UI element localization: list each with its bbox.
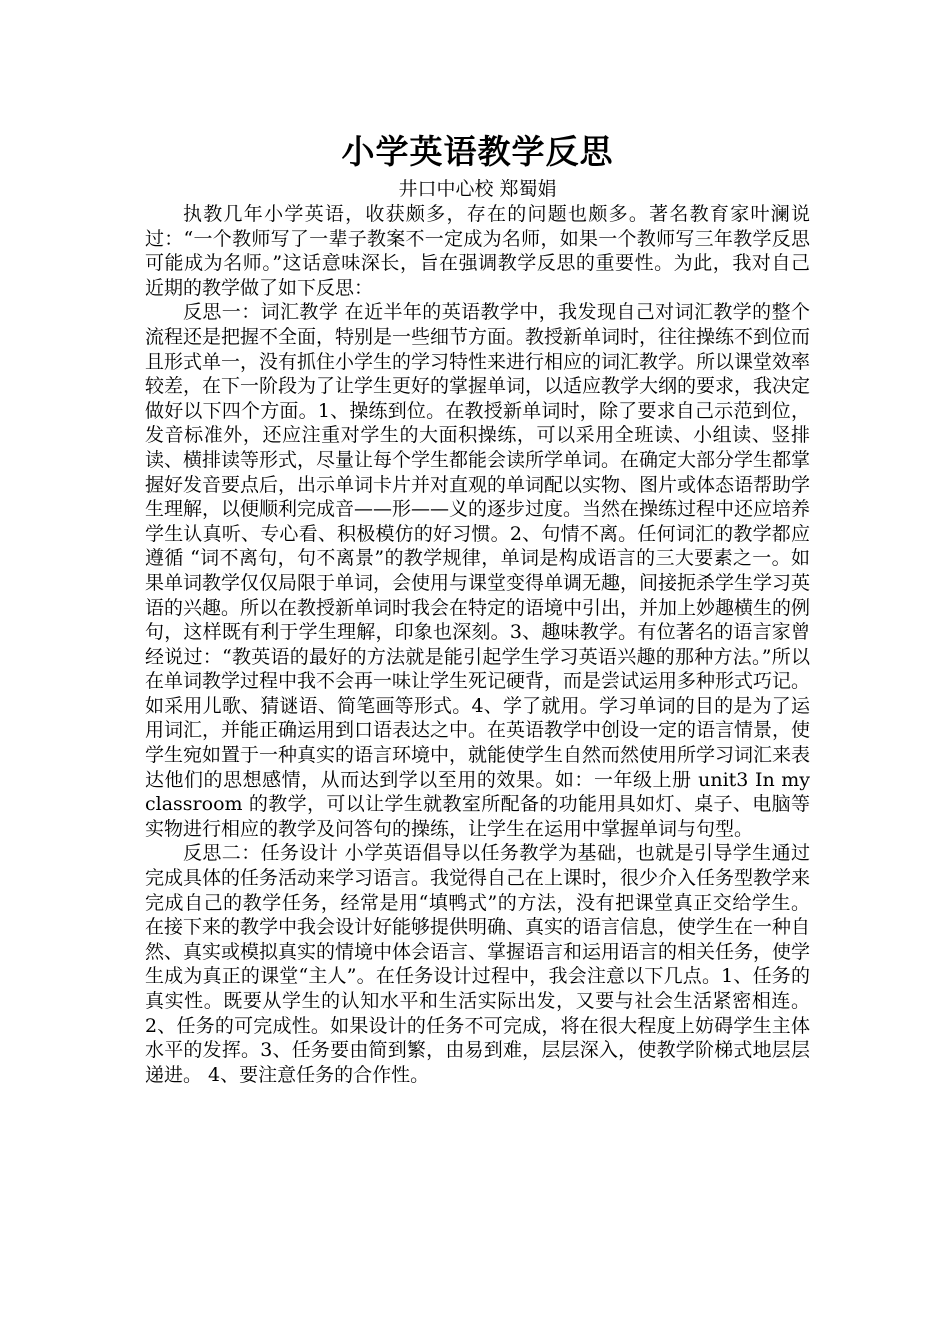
author-byline: 井口中心校 郑蜀娟 — [398, 178, 557, 200]
paragraph-reflection-task-design: 反思二：任务设计 小学英语倡导以任务教学为基础，也就是引导学生通过完成具体的任务活动来学习语言。我觉得自己在上课时，很少介入任务型教学来完成自己的教学任务，经常是用“填鸭式”的方法，没有把课堂真正交给学生。在接下来的教学中我会设计好能够提供明确、真实的语言信息，使学生在一种自然、真实或模拟真实的情境中体会语言、掌握语言和运用语言的相关任务，使学生成为真正的课堂“主人”。在任务设计过程中，我会注意以下几点。1、任务的真实性。既要从学生的认知水平和生活实际出发，又要与社会生活紧密相连。2、任务的可完成性。如果设计的任务不可完成，将在很大程度上妨碍学生主体水平的发挥。3、任务要由简到繁，由易到难，层层深入，使教学阶梯式地层层递进。 4、要注意任务的合作性。 — [145, 842, 811, 1086]
document-body — [145, 128, 810, 1087]
paragraph-reflection-vocabulary: 反思一：词汇教学 在近半年的英语教学中，我发现自己对词汇教学的整个流程还是把握不全面，特别是一些细节方面。教授新单词时，往往操练不到位而且形式单一，没有抓住小学生的学习特性来进行相应的词汇教学。所以课堂效率较差，在下一阶段为了让学生更好的掌握单词，以适应教学大纲的要求，我决定做好以下四个方面。1、操练到位。在教授新单词时，除了要求自己示范到位，发音标准外，还应注重对学生的大面积操练，可以采用全班读、小组读、竖排读、横排读等形式，尽量让每个学生都能会读所学单词。在确定大部分学生都掌握好发音要点后，出示单词卡片并对直观的单词配以实物、图片或体态语帮助学生理解，以便顺利完成音——形——义的逐步过度。当然在操练过程中还应培养学生认真听、专心看、积极模仿的好习惯。2、句情不离。任何词汇的教学都应遵循 “词不离句，句不离景”的教学规律，单词是构成语言的三大要素之一。如果单词教学仅仅局限于单词，会使用与课堂变得单调无趣，间接扼杀学生学习英语的兴趣。所以在教授新单词时我会在特定的语境中引出，并加上妙趣横生的例句，这样既有利于学生理解，印象也深刻。3、趣味教学。有位著名的语言家曾经说过：“教英语的最好的方法就是能引起学生学习英语兴趣的那种方法。”所以在单词教学过程中我不会再一味让学生死记硬背，而是尝试运用多种形式巧记。如采用儿歌、猜谜语、简笔画等形式。4、学了就用。学习单词的目的是为了运用词汇，并能正确运用到口语表达之中。在英语教学中创设一定的语言情景，使学生宛如置于一种真实的语言环境中，就能使学生自然而然使用所学习词汇来表达他们的思想感情，从而达到学以至用的效果。如：一年级上册 unit3 In my classroom 的教学，可以让学生就教室所配备的功能用具如灯、桌子、电脑等实物进行相应的教学及问答句的操练，让学生在运用中掌握单词与句型。 — [145, 301, 811, 840]
paragraph-intro: 执教几年小学英语，收获颇多，存在的问题也颇多。著名教育家叶澜说过：“一个教师写了一辈子教案不一定成为名师，如果一个教师写三年教学反思可能成为名师。”这话意味深长，旨在强调教学反思的重要性。为此，我对自己近期的教学做了如下反思： — [145, 203, 810, 299]
document-title: 小学英语教学反思 — [341, 132, 614, 171]
